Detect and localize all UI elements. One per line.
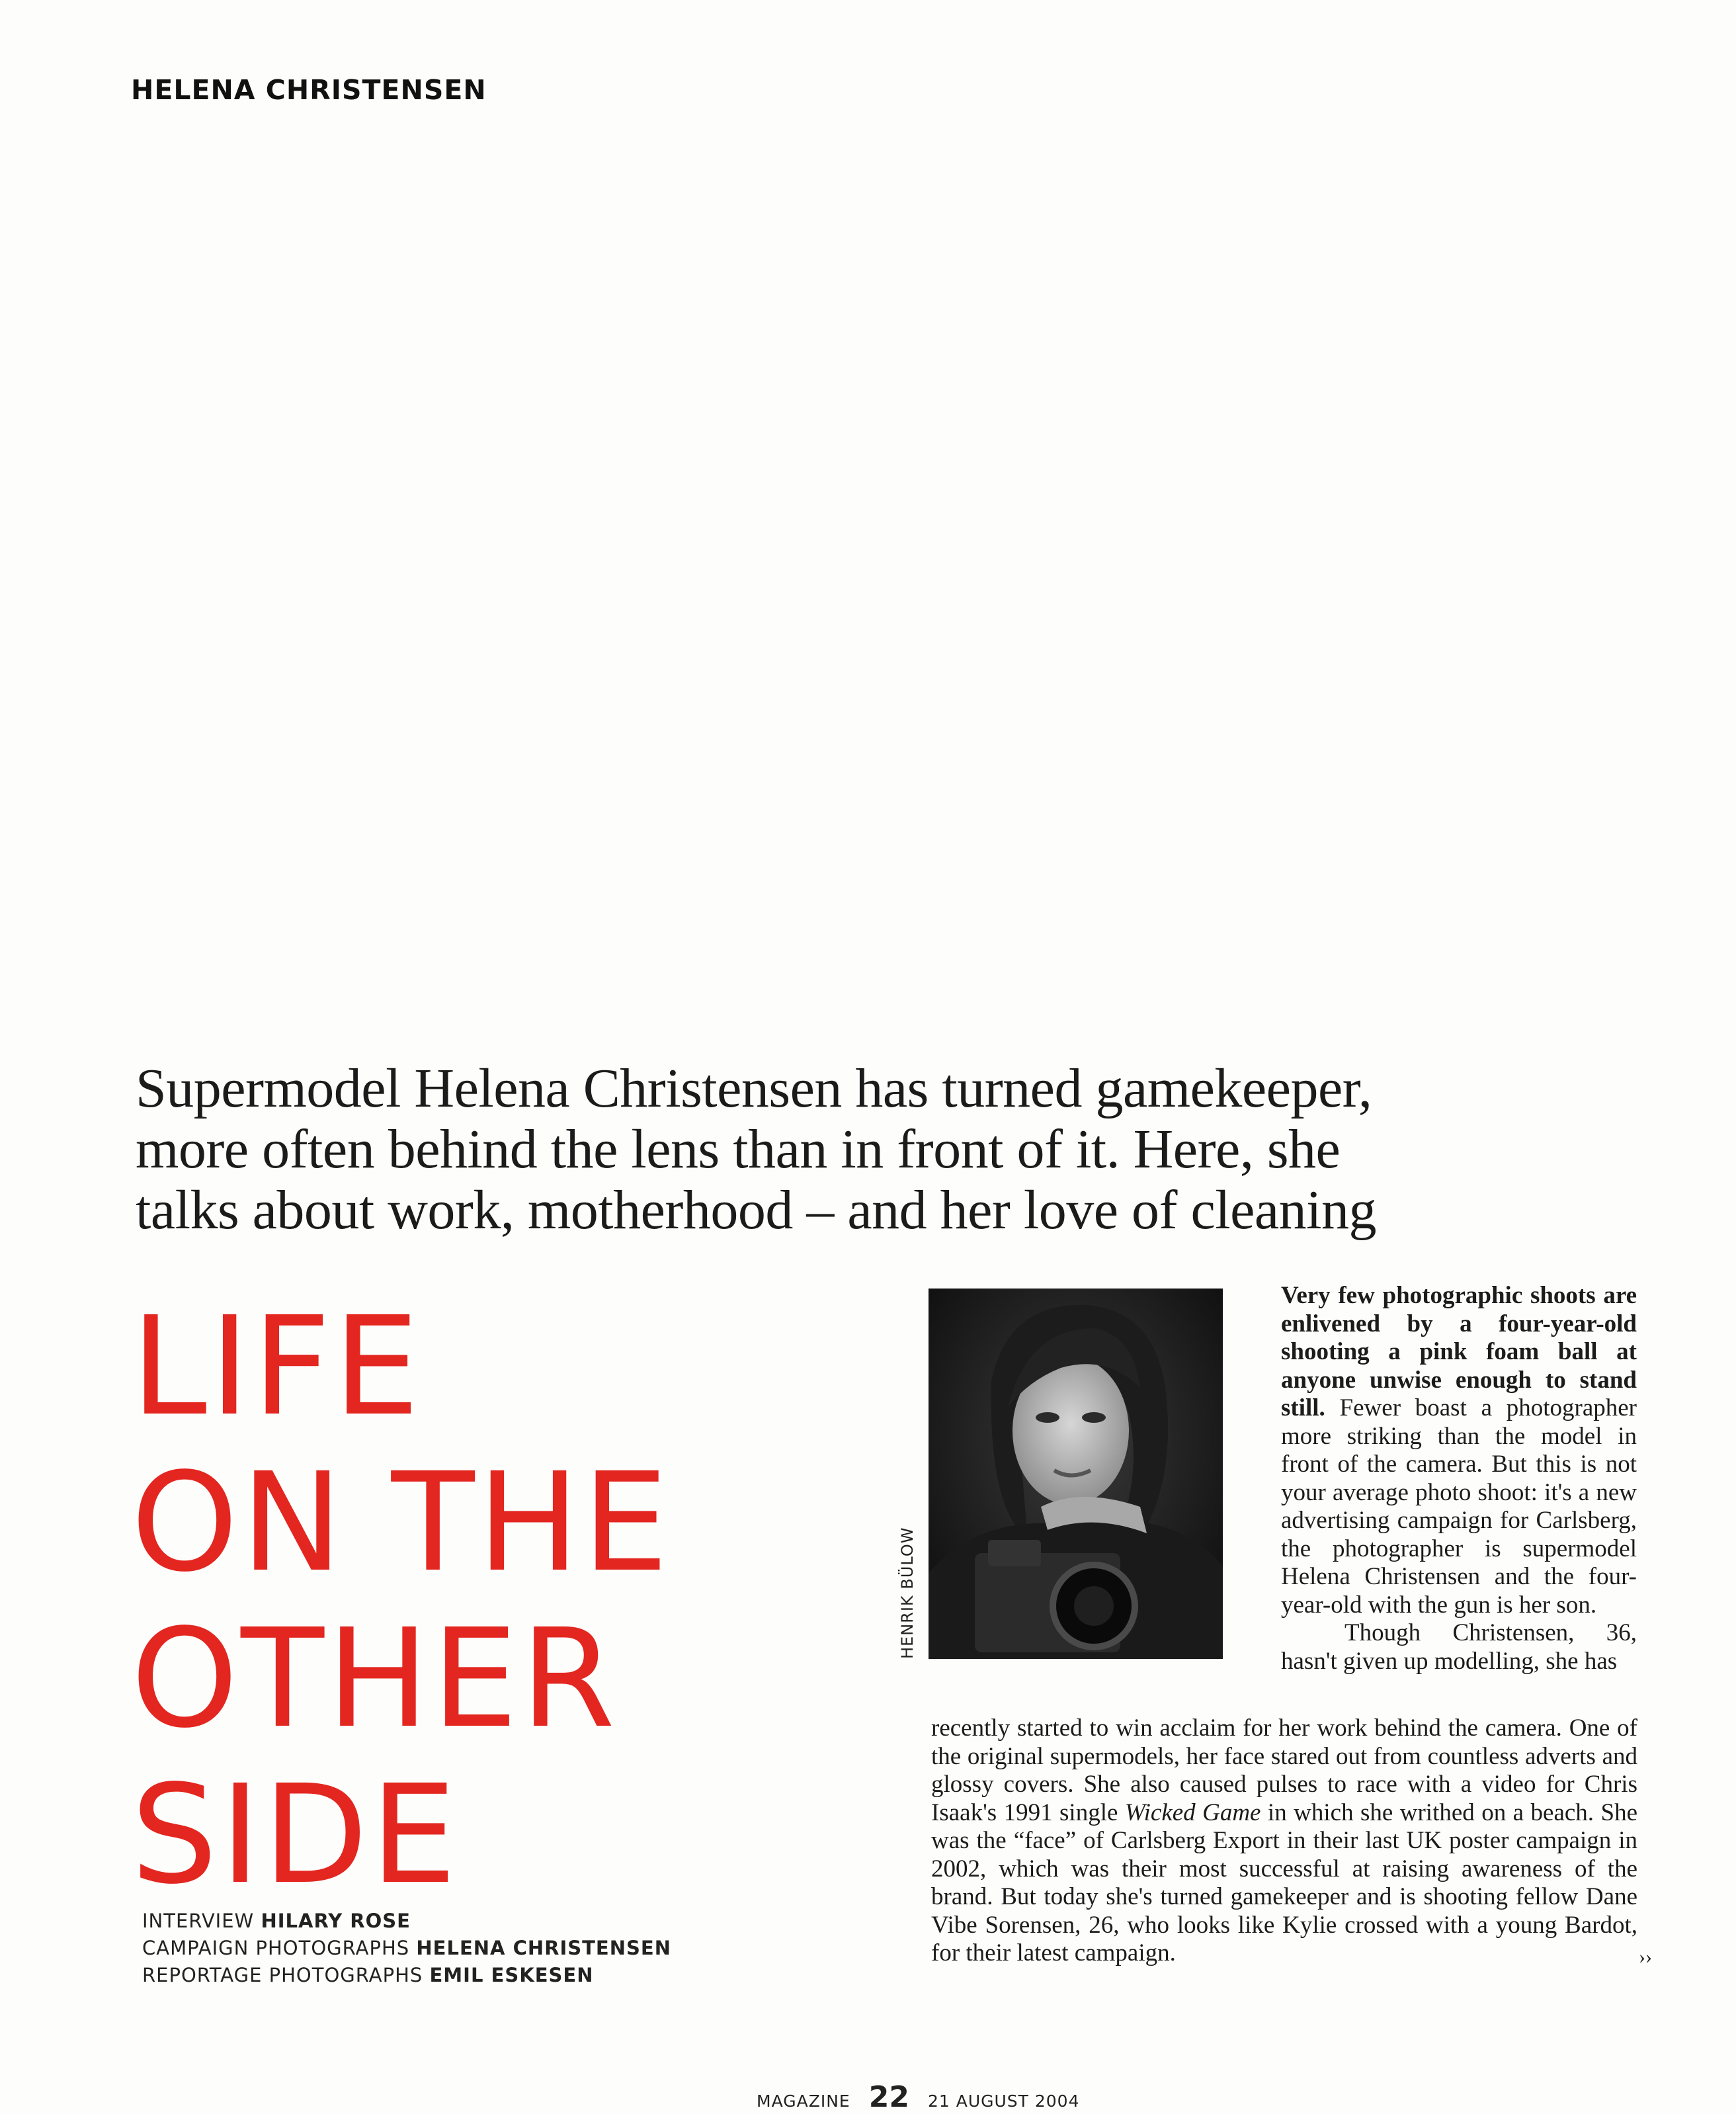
credit-reportage: REPORTAGE PHOTOGRAPHS EMIL ESKESEN [142, 1964, 594, 1986]
issue-date: 21 AUGUST 2004 [927, 2092, 1080, 2111]
footer-label: MAGAZINE [757, 2092, 850, 2111]
body-text: Though Christensen, 36, hasn't given up modelling, she has [1281, 1619, 1637, 1675]
portrait-illustration [929, 1289, 1223, 1659]
headline-line: ON THE [131, 1443, 671, 1602]
body-text: Fewer boast a photographer more striking than the model in front of the camera. But this is not your average photo shoot: it's a new advertising campaign for Carlsberg, the photographer is supermodel Helena Christensen and the four-year-old with the gun is her son. [1281, 1394, 1637, 1619]
page-footer [757, 2080, 1080, 2114]
continue-arrow-icon: ›› [1639, 1946, 1652, 1968]
headline [131, 1289, 671, 1913]
body-paragraph [1281, 1282, 1637, 1619]
credit-interview: INTERVIEW HILARY ROSE [142, 1910, 411, 1932]
body-paragraph [931, 1714, 1637, 1968]
standfirst-line: Supermodel Helena Christensen has turned gamekeeper, [136, 1058, 1372, 1119]
headline-line: OTHER [131, 1599, 618, 1758]
page-number: 22 [868, 2080, 909, 2114]
body-paragraph [1281, 1619, 1637, 1675]
song-title: Wicked Game [1124, 1798, 1261, 1826]
headline-line: LIFE [131, 1287, 423, 1446]
body-text: in which she writhed on a beach. She was the “face” of Carlsberg Export in their last UK poster campaign in 2002, which was their most successful at raising awareness of the brand. But today she's turned gamekeeper and is shooting fellow Dane Vibe Sorensen, 26, who looks like Kylie crossed with a young Bardot, for their latest campaign. [931, 1798, 1637, 1966]
body-text: recently started to win acclaim for her work behind the camera. One of the original supermodels, her face stared out from countless adverts and glossy covers. She also caused pulses to race with a video for Chris Isaak's 1991 single [931, 1714, 1637, 1826]
standfirst-line: talks about work, motherhood – and her love of cleaning [136, 1179, 1376, 1241]
standfirst [136, 1058, 1591, 1241]
body-lead: Very few photographic shoots are enlivened by a four-year-old shooting a pink foam ball at anyone unwise enough to stand still. [1281, 1282, 1637, 1421]
credits [142, 1908, 671, 1989]
body-column-wide [931, 1714, 1637, 1968]
portrait-photo [929, 1289, 1223, 1659]
photo-credit: HENRIK BÜLOW [898, 1527, 917, 1659]
standfirst-line: more often behind the lens than in front of it. Here, she [136, 1119, 1341, 1180]
credit-campaign: CAMPAIGN PHOTOGRAPHS HELENA CHRISTENSEN [142, 1937, 671, 1959]
body-column-right [1281, 1282, 1637, 1675]
headline-line: SIDE [131, 1755, 460, 1914]
section-tag: HELENA CHRISTENSEN [131, 74, 487, 106]
